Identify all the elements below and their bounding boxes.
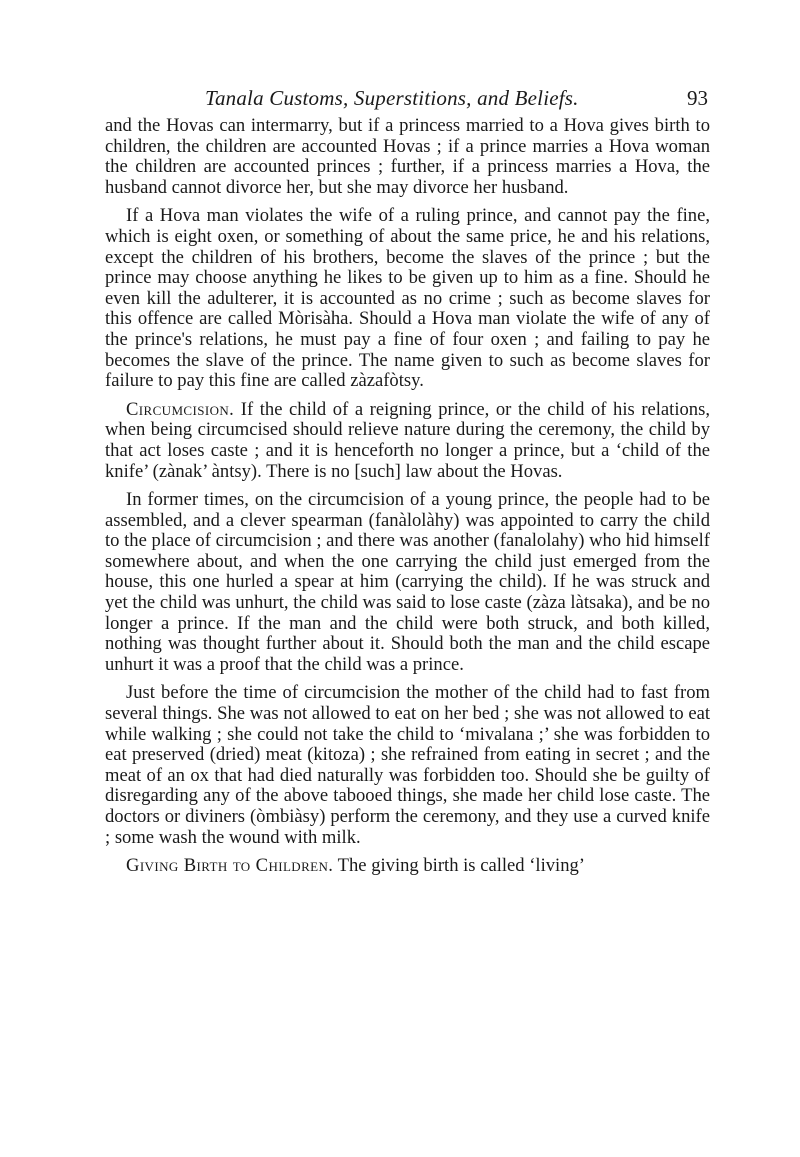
section-heading-circumcision: Circumcision. (126, 398, 235, 420)
running-head (105, 80, 710, 116)
book-page (105, 80, 710, 885)
paragraph-text: and the Hovas can intermarry, but if a princess married to a Hova gives birth to children, the children are accounted Hovas ; if a prince marries a Hova woman the children are accounted princes ; further, if a princess marries a Hova, the husband cannot divorce her, but she may divorce her husband. (105, 115, 710, 198)
paragraph-former-times (105, 490, 710, 675)
paragraph-violation-fine (105, 206, 710, 391)
paragraph-text: Just before the time of circumcision the mother of the child had to fast from several things. She was not allowed to eat on her bed ; she was not allowed to eat while walking ; she could not take the child to ‘mivalana ;’ she was forbidden to eat preserved (dried) meat (kitoza) ; she refrained from eating in secret ; and the meat of an ox that had died naturally was forbidden too. Should she be guilty of disregarding any of the above tabooed things, she made her child lose caste. The doctors or diviners (òmbiàsy) perform the ceremony, and they use a curved knife ; some wash the wound with milk. (105, 682, 710, 848)
page-number: 93 (687, 86, 708, 110)
paragraph-intermarriage (105, 116, 710, 198)
paragraph-text: The giving birth is called ‘living’ (337, 855, 586, 877)
running-title: Tanala Customs, Superstitions, and Beliefs. (205, 86, 579, 110)
body-text (105, 116, 710, 877)
paragraph-mother-fasting (105, 683, 710, 848)
paragraph-giving-birth (105, 856, 710, 877)
section-heading-giving-birth: Giving Birth to Children. (126, 855, 334, 877)
paragraph-text: In former times, on the circumcision of a young prince, the people had to be assembled, and a clever spearman (fanàlolàhy) was appointed to carry the child to the place of circumcision ; and there was another (fanalolahy) who hid himself somewhere about, and when the one carrying the child just emerged from the house, this one hurled a spear at him (carrying the child). If he was struck and yet the child was unhurt, the child was said to lose caste (zàza làtsaka), and be no longer a prince. If the man and the child were both struck, and both killed, nothing was thought further about it. Should both the man and the child escape unhurt it was a proof that the child was a prince. (105, 489, 710, 675)
paragraph-text: If a Hova man violates the wife of a ruling prince, and cannot pay the fine, which is eight oxen, or something of about the same price, he and his relations, except the children of his brothers, become the slaves of the prince ; but the prince may choose anything he likes to be given up to him as a fine. Should he even kill the adulterer, it is accounted as no crime ; such as become slaves for this offence are called Mòrisàha. Should a Hova man violate the wife of any of the prince's relations, he must pay a fine of four oxen ; and failing to pay he becomes the slave of the prince. The name given to such as become slaves for failure to pay this fine are called zàzafòtsy. (105, 205, 710, 392)
paragraph-circumcision (105, 400, 710, 482)
paragraph-text: If the child of a reigning prince, or the child of his relations, when being circumcised should relieve nature during the ceremony, the child by that act loses caste ; and it is henceforth no longer a prince, but a ‘child of the knife’ (zànak’ àntsy). There is no [such] law about the Hovas. (105, 398, 710, 482)
